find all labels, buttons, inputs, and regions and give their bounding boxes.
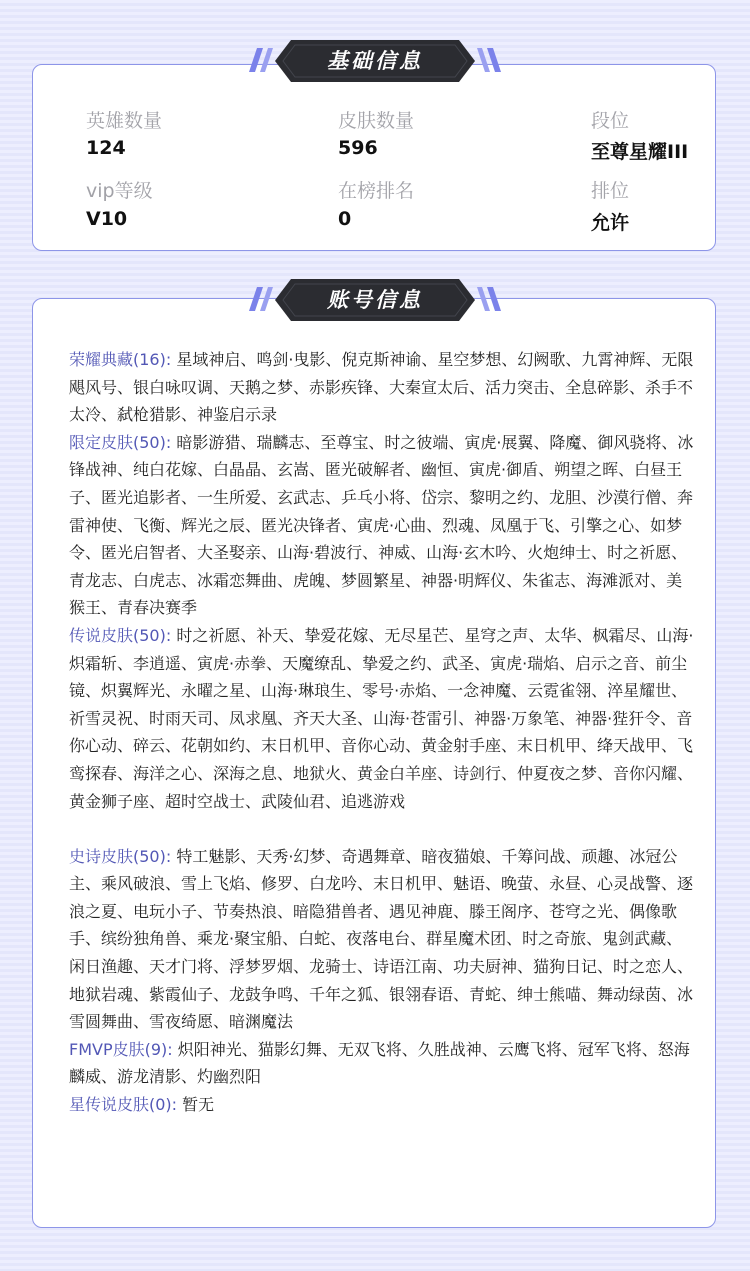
section-items: 星域神启、鸣剑·曳影、倪克斯神谕、星空梦想、幻阙歌、九霄神辉、无限飓风号、银白咏叹调、天鹅之梦、赤影疾锋、大秦宣太后、活力突击、全息碎影、杀手不太冷、弑枪猎影、神鉴启示录 bbox=[69, 350, 694, 425]
stat-label-rank-tier: 段位 bbox=[591, 110, 630, 132]
section-label: 星传说皮肤(0): bbox=[69, 1095, 178, 1115]
skin-section-legendary bbox=[69, 622, 695, 815]
section-items: 时之祈愿、补天、挚爱花嫁、无尽星芒、星穹之声、太华、枫霜尽、山海·炽霜斩、李逍遥、寅虎·赤拳、天魔缭乱、挚爱之约、武圣、寅虎·瑞焰、启示之音、前尘镜、炽翼辉光、永曜之星、山海·琳琅生、零号·赤焰、一念神魔、云霓雀翎、淬星耀世、祈雪灵祝、时雨天司、凤求凰、齐天大圣、山海·苍雷引、神器·万象笔、神器·狴犴令、音你心动、碎云、花朝如约、末日机甲、音你心动、黄金射手座、末日机甲、绛天战甲、飞鸾探春、海洋之心、深海之息、地狱火、黄金白羊座、诗剑行、仲夏夜之梦、音你闪耀、黄金狮子座、超时空战士、武陵仙君、追逃游戏 bbox=[69, 625, 694, 811]
section-items: 暗影游猎、瑞麟志、至尊宝、时之彼端、寅虎·展翼、降魔、御风骁将、冰锋战神、纯白花嫁、白晶晶、玄嵩、匿光破解者、幽恒、寅虎·御盾、朔望之晖、白昼王子、匿光追影者、一生所爱、玄武志、乒乓小将、岱宗、黎明之约、龙胆、沙漠行僧、奔雷神使、飞衡、辉光之辰、匿光决锋者、寅虎·心曲、烈魂、凤凰于飞、引擎之心、如梦令、匿光启智者、大圣娶亲、山海·碧波行、神威、山海·玄木吟、火炮绅士、时之祈愿、青龙志、白虎志、冰霜恋舞曲、虎魄、梦圆繁星、神器·明辉仪、朱雀志、海滩派对、美猴王、青春决赛季 bbox=[69, 432, 694, 618]
section-title-basic-info: 基础信息 bbox=[327, 49, 423, 73]
section-ribbon-basic-info bbox=[249, 38, 501, 84]
stat-value-vip-level: V10 bbox=[86, 208, 128, 230]
stat-value-rank-tier: 至尊星耀III bbox=[591, 141, 689, 163]
basic-info-card bbox=[32, 64, 716, 251]
stat-value-ranked-mode: 允许 bbox=[591, 212, 630, 234]
section-items: 特工魅影、天秀·幻梦、奇遇舞章、暗夜猫娘、千筹问战、顽趣、冰冠公主、乘风破浪、雪上飞焰、修罗、白龙吟、末日机甲、魅语、晚萤、永昼、心灵战警、逐浪之夏、电玩小子、节奏热浪、暗隐猎兽者、遇见神鹿、滕王阁序、苍穹之光、偶像歌手、缤纷独角兽、乘龙·聚宝船、白蛇、夜落电台、群星魔术团、时之奇旅、鬼剑武藏、闲日渔趣、天才门将、浮梦罗烟、龙骑士、诗语江南、功夫厨神、猫狗日记、时之恋人、地狱岩魂、紫霞仙子、龙鼓争鸣、千年之狐、银翎春语、青蛇、绅士熊喵、舞动绿茵、冰雪圆舞曲、雪夜绮愿、暗渊魔法 bbox=[69, 846, 694, 1032]
account-info-card bbox=[32, 298, 716, 1228]
skin-section-limited bbox=[69, 429, 695, 622]
stat-value-hero-count: 124 bbox=[86, 137, 126, 159]
section-label: FMVP皮肤(9): bbox=[69, 1039, 173, 1059]
section-ribbon-account-info bbox=[249, 277, 501, 323]
section-items: 炽阳神光、猫影幻舞、无双飞将、久胜战神、云鹰飞将、冠军飞将、怒海麟威、游龙清影、灼幽烈阳 bbox=[69, 1039, 690, 1087]
skin-list bbox=[69, 346, 695, 1119]
section-label: 史诗皮肤(50): bbox=[69, 846, 172, 866]
skin-section-epic bbox=[69, 843, 695, 1036]
stat-value-leaderboard-rank: 0 bbox=[338, 208, 352, 230]
section-items: 暂无 bbox=[182, 1095, 215, 1115]
skin-section-star-legend bbox=[69, 1091, 695, 1119]
stat-value-skin-count: 596 bbox=[338, 137, 378, 159]
stat-label-ranked-mode: 排位 bbox=[591, 180, 630, 202]
stat-label-skin-count: 皮肤数量 bbox=[338, 110, 415, 132]
stat-label-hero-count: 英雄数量 bbox=[86, 110, 163, 132]
stat-label-leaderboard-rank: 在榜排名 bbox=[338, 180, 415, 202]
section-label: 荣耀典藏(16): bbox=[69, 350, 172, 369]
section-label: 限定皮肤(50): bbox=[69, 432, 172, 452]
skin-section-glory-collection bbox=[69, 346, 695, 429]
skin-section-fmvp bbox=[69, 1036, 695, 1091]
section-title-account-info: 账号信息 bbox=[327, 288, 423, 312]
section-label: 传说皮肤(50): bbox=[69, 625, 172, 645]
stat-label-vip-level: vip等级 bbox=[86, 180, 153, 202]
